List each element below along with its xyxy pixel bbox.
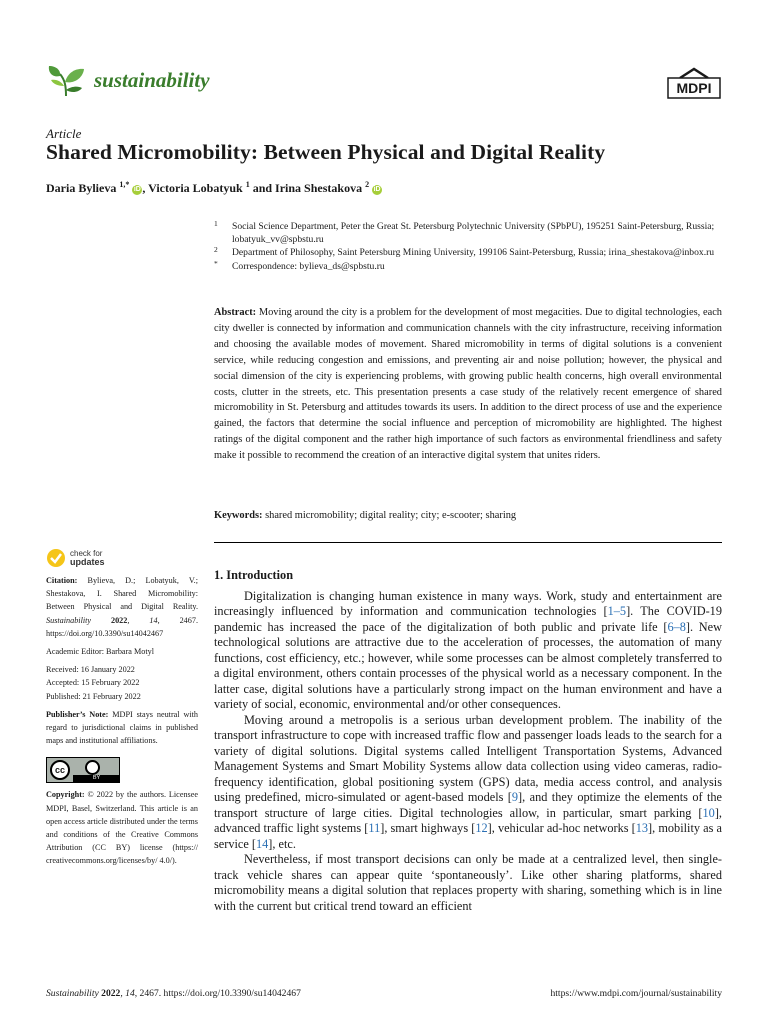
correspondence-text: Correspondence: bylieva_ds@spbstu.ru <box>232 260 385 272</box>
copyright-label: Copyright: <box>46 790 85 800</box>
body-paragraph: Moving around a metropolis is a serious urban development problem. The inability of the transport infrastructure to cope with increased traffic flow and passenger loads leads to the search for a variety of digital solutions. Digital systems called Intelligent Transportation Systems, Advanced Management Systems and Smart Mobility Systems allow data collection using video cameras, radio-frequency identification, global positioning system (GPS) data, media access control, and analysis using predefined, micro-simulated or agent-based models [9], and they optimize the elements of the transport structure of large cities. Digital technologies allow, in particular, smart parking [10], advanced traffic light systems [11], smart highways [12], vehicular ad-hoc networks [13], mobility as a service [14], etc. <box>214 712 722 851</box>
published-date: Published: 21 February 2022 <box>46 691 141 701</box>
body-paragraph: Nevertheless, if most transport decisions can only be made at a centralized level, then single-track vehicle shares can appear quite ‘spontaneously’. Like other sharing platforms, shared micromobility means a digital solution that replaces property with sharing, something which is in line with the current but critical trend toward an efficient <box>214 852 722 913</box>
citation-ref[interactable]: 12 <box>475 821 488 835</box>
author-affil-mark: 1 <box>245 180 250 189</box>
affiliation-text: Department of Philosophy, Saint Petersburg Mining University, 199106 Saint-Petersburg, Russia; irina_shestakova@inbox.ru <box>232 247 715 259</box>
footer-doi-link[interactable]: , 2467. https://doi.org/10.3390/su14042467 <box>134 988 301 999</box>
footer-journal-link[interactable]: https://www.mdpi.com/journal/sustainability <box>550 988 722 999</box>
copyright-block <box>46 788 198 867</box>
affiliation-mark: 1 <box>214 219 218 228</box>
accepted-date: Accepted: 15 February 2022 <box>46 678 140 688</box>
article-type: Article <box>46 126 82 141</box>
affiliation-mark: * <box>214 258 218 268</box>
citation-label: Citation: <box>46 576 78 585</box>
author-affil-mark: 1,* <box>119 180 130 189</box>
affiliation-mark: 2 <box>214 245 218 255</box>
check-updates-line1: check for <box>70 549 103 558</box>
journal-header <box>46 60 722 104</box>
citation-block <box>46 574 198 640</box>
check-updates-line2: updates <box>70 557 105 567</box>
abstract-label: Abstract: <box>214 307 257 318</box>
publisher-note <box>46 708 198 748</box>
author-connector: and <box>252 181 276 195</box>
citation-ref[interactable]: 1–5 <box>607 604 627 618</box>
abstract <box>214 305 722 464</box>
academic-editor: Academic Editor: Barbara Motyl <box>46 647 154 657</box>
body-paragraph: Digitalization is changing human existence in many ways. Work, study and entertainment are increasingly influenced by information and communication technologies [1–5]. The COVID-19 pandemic has increased the pace of the digitalization of both public and private life [6–8]. New technological solutions are attractive due to the acceleration of processes, the automation of many functions, cost efficiency, etc.; however, while some processes can be almost completely transferred to a digital environment, others contain processes of the physical world as a necessary component. In the latter case, digital solutions have a particularly strong impact on the human environment and have a variety of social, economic, environmental and/or other consequences. <box>214 588 722 711</box>
publisher-note-label: Publisher’s Note: <box>46 709 109 719</box>
affiliation-item <box>214 260 724 273</box>
author-affil-mark: 2 <box>365 180 370 189</box>
journal-name: sustainability <box>94 68 210 92</box>
citation-ref[interactable]: 10 <box>702 805 715 820</box>
orcid-icon[interactable]: iD <box>133 186 141 193</box>
citation-ref[interactable]: 11 <box>368 821 381 835</box>
affiliation-item <box>214 220 724 246</box>
footer-citation: Sustainability 2022, 14, 2467. https://doi.org/10.3390/su14042467 <box>46 988 301 999</box>
cc-icon: cc <box>50 760 70 780</box>
section-heading: 1. Introduction <box>214 568 294 582</box>
attribution-person-icon <box>85 760 100 775</box>
citation-journal: Sustainability <box>46 615 92 625</box>
author-name[interactable]: Victoria Lobatyuk <box>148 181 243 195</box>
citation-volume: , 14 <box>127 615 158 625</box>
affiliations <box>214 220 724 273</box>
mdpi-logo-text: MDPI <box>676 80 712 96</box>
abstract-text: Moving around the city is a problem for the development of most megacities. Due to digital technologies, each city dweller is connected by information and communication channels with the city infrastructure, receiving information and choosing the available modes of movement. Shared micromobility in terms of digital solutions is a convenient service, while reducing congestion and emissions, and preventing air and noise pollution; however, the physical and social dimension of the city is experiencing problems, with growing public health concerns, high overall environmental costs, clutter in the streets, etc. This presentation presents a case study of the relatively recent emergence of shared micromobility in St. Petersburg and attitudes towards its users. In addition to the direct process of use and the experience gained, the factors that determine the social influence and perception of micromobility are highlighted. The highest ratings of the digital component and the rather high importance of such factors as environmental friendliness and safety make it possible to recommend the creation of an interactive digital system that unites riders. <box>214 307 722 462</box>
received-date: Received: 16 January 2022 <box>46 665 135 675</box>
citation-doi-link[interactable]: , 2467. https://doi.org/10.3390/su14042467 <box>46 615 199 638</box>
citation-year: 2022 <box>91 615 128 625</box>
dates-block <box>46 663 198 703</box>
publisher-note-text: MDPI stays neutral with regard to jurisdictional claims in published maps and institutional affiliations. <box>46 709 199 746</box>
citation-ref[interactable]: 14 <box>256 836 269 851</box>
affiliation-text: Social Science Department, Peter the Great St. Petersburg Polytechnic University (SPbPU), 195251 Saint-Petersburg, Russia; lobatyuk_vv@spbstu.ru <box>232 221 715 246</box>
check-updates-button[interactable] <box>46 548 198 574</box>
section-divider <box>214 542 722 543</box>
article-sidebar <box>46 548 198 868</box>
leaf-logo-icon <box>46 62 86 98</box>
citation-ref[interactable]: 9 <box>511 790 519 804</box>
keywords-label: Keywords: <box>214 510 263 521</box>
affiliation-item <box>214 246 724 259</box>
author-list: Daria Bylieva $^{1,*}$ iD , Victoria Lobatyuk $^1$ and Irina Shestakova $^2$ iD <box>46 180 381 195</box>
citation-ref[interactable]: 6–8 <box>667 619 686 634</box>
article-title: Shared Micromobility: Between Physical and Digital Reality <box>46 140 606 164</box>
author-name[interactable]: Irina Shestakova <box>275 181 363 195</box>
cc-by-license-badge[interactable] <box>46 757 120 783</box>
citation-ref[interactable]: 13 <box>635 821 649 835</box>
keywords-text: shared micromobility; digital reality; city; e-scooter; sharing <box>262 510 517 521</box>
orcid-icon[interactable]: iD <box>373 186 381 193</box>
citation-text: Bylieva, D.; Lobatyuk, V.; Shestakova, I. Shared Micromobility: Between Physical and Digital Reality. <box>46 576 198 612</box>
copyright-text: © 2022 by the authors. Licensee MDPI, Basel, Switzerland. This article is an open access article distributed under the terms and conditions of the Creative Commons Attribution (CC BY) license (https:// creativecommons.org/licenses/by/ 4.0/). <box>46 790 198 866</box>
author-name[interactable]: Daria Bylieva <box>46 181 117 195</box>
check-updates-icon <box>46 548 66 568</box>
mdpi-logo-icon <box>666 66 722 100</box>
by-label: BY <box>73 775 120 782</box>
main-body <box>214 568 722 914</box>
keywords <box>214 510 722 521</box>
